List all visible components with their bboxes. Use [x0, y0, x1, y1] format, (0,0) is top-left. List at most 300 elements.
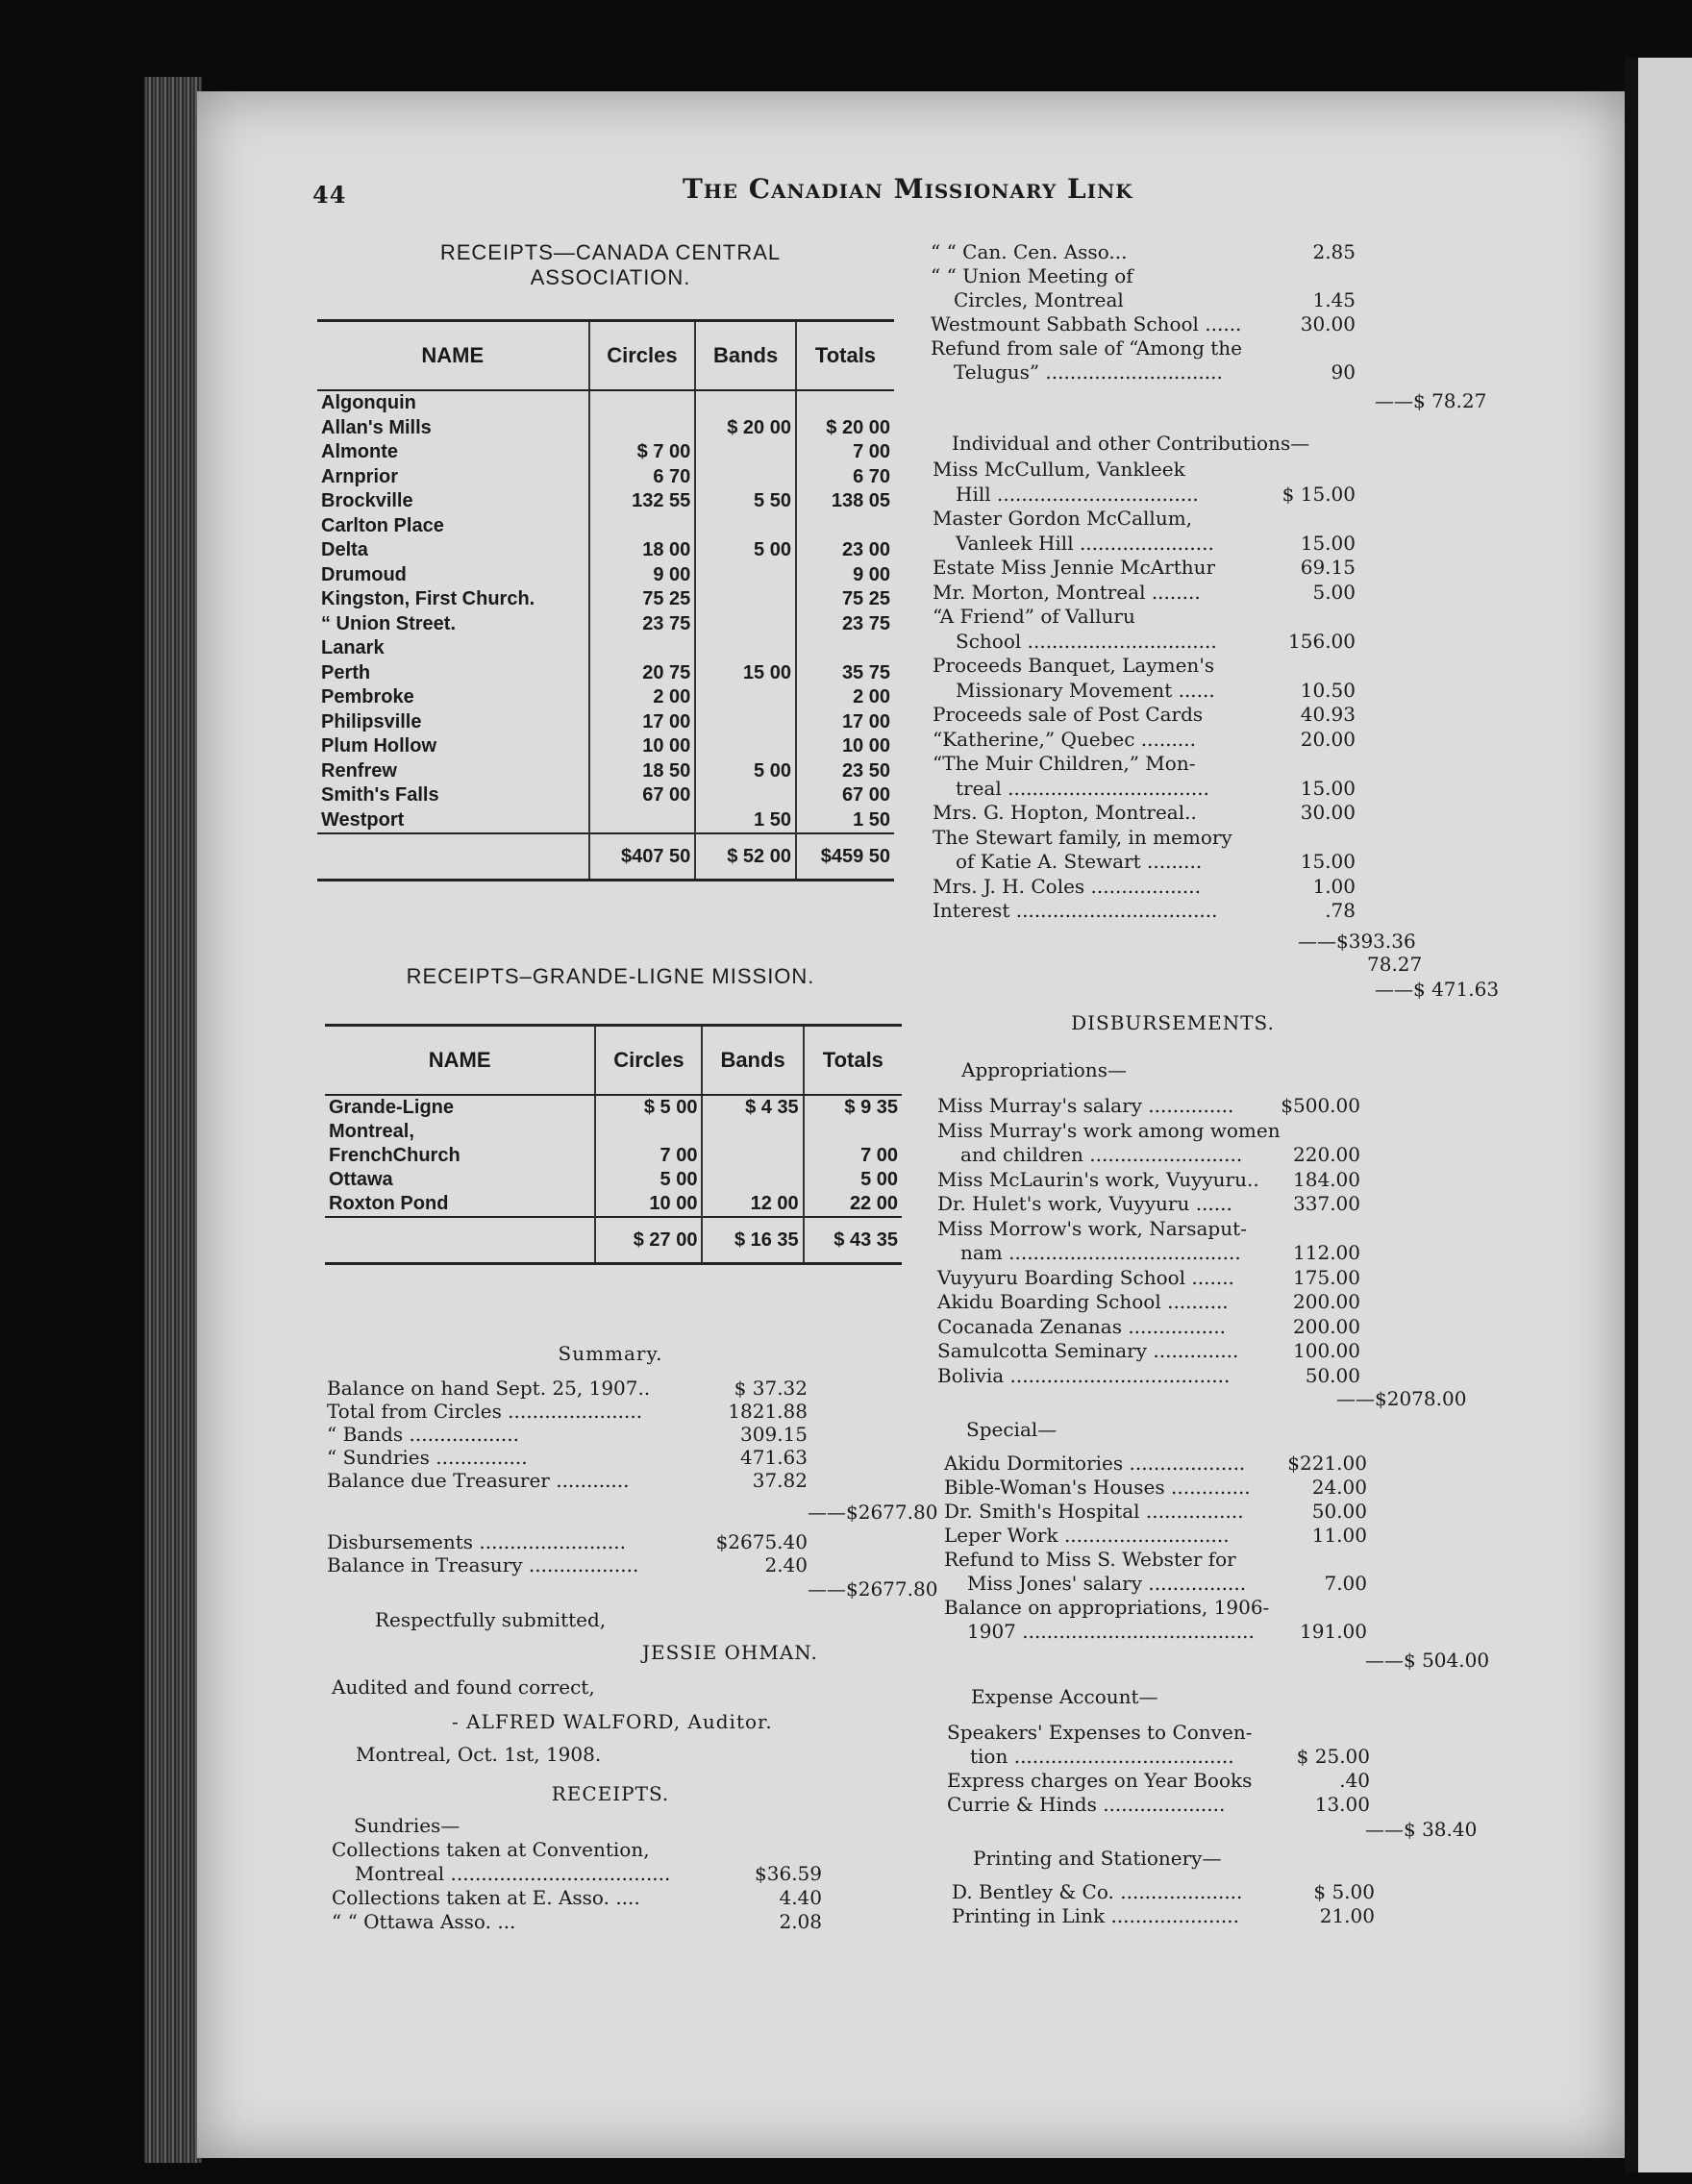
item-label: Bible-Woman's Houses .............	[944, 1476, 1251, 1499]
row-circles: 10 00	[595, 1192, 702, 1217]
row-totals: 67 00	[796, 783, 894, 808]
list-item	[332, 1910, 822, 1934]
row-bands	[702, 1168, 803, 1192]
item-label: Miss Murray's salary ..............	[937, 1094, 1234, 1117]
list-item	[937, 1290, 1360, 1315]
appropriations-total: ——$2078.00	[1336, 1387, 1467, 1410]
row-bands: 12 00	[702, 1192, 803, 1217]
row-name: Renfrew	[321, 759, 397, 782]
item-label: Miss Morrow's work, Narsaput-	[937, 1216, 1247, 1240]
table-row	[317, 563, 894, 588]
summary-date: Montreal, Oct. 1st, 1908.	[356, 1743, 602, 1766]
list-item	[937, 1168, 1360, 1193]
printing-heading: Printing and Stationery—	[973, 1847, 1222, 1870]
item-label: nam ......................................	[960, 1241, 1241, 1264]
row-name: Grande-Ligne	[329, 1097, 455, 1118]
table-row	[317, 465, 894, 490]
row-totals: 1 50	[796, 808, 894, 834]
total-label	[317, 833, 589, 881]
list-item	[332, 1862, 822, 1886]
page-number: 44	[312, 181, 347, 209]
book-gutter	[1625, 58, 1638, 2172]
item-amount: 30.00	[1300, 801, 1356, 824]
table-row	[317, 416, 894, 441]
total-totals: $ 43 35	[804, 1217, 902, 1264]
item-label: Bolivia ....................................	[937, 1363, 1231, 1387]
individual-total-1: ——$393.36	[1298, 930, 1416, 953]
item-label: Estate Miss Jennie McArthur	[933, 556, 1216, 579]
list-item	[931, 288, 1356, 312]
special-list	[944, 1452, 1367, 1644]
item-amount: 50.00	[1311, 1500, 1367, 1523]
table-row	[317, 710, 894, 735]
list-item	[327, 1446, 808, 1469]
total-label	[325, 1217, 595, 1264]
list-item	[332, 1838, 822, 1862]
table-row	[317, 759, 894, 784]
row-totals: 35 75	[796, 661, 894, 686]
list-item	[933, 752, 1356, 777]
row-name: Plum Hollow	[321, 735, 436, 757]
item-amount: 1.45	[1312, 288, 1356, 311]
special-heading: Special—	[966, 1418, 1058, 1441]
expense-total: ——$ 38.40	[1365, 1818, 1478, 1841]
list-item	[937, 1192, 1360, 1217]
list-item	[933, 654, 1356, 679]
item-label: Telugus” .............................	[954, 360, 1223, 384]
summary-lines-2	[327, 1530, 808, 1576]
row-name: FrenchChurch	[329, 1145, 460, 1166]
item-label: Master Gordon McCallum,	[933, 507, 1193, 530]
row-circles	[589, 808, 696, 834]
list-item	[933, 703, 1356, 728]
row-bands	[695, 783, 796, 808]
item-label: Balance on appropriations, 1906-	[944, 1596, 1270, 1619]
list-item	[327, 1469, 808, 1492]
sundries-heading: Sundries—	[354, 1814, 460, 1837]
item-amount: 156.00	[1288, 629, 1356, 653]
row-totals	[796, 390, 894, 416]
table-row	[317, 440, 894, 465]
item-amount: 15.00	[1300, 776, 1356, 800]
item-amount: $ 15.00	[1281, 482, 1356, 506]
row-circles: 18 50	[589, 759, 696, 784]
item-amount: 15.00	[1300, 531, 1356, 555]
list-item	[933, 801, 1356, 826]
list-item	[944, 1500, 1367, 1524]
item-label: D. Bentley & Co. ....................	[952, 1880, 1243, 1903]
treasurer-signature: JESSIE OHMAN.	[642, 1641, 818, 1664]
row-name: Lanark	[321, 637, 385, 659]
list-item	[933, 532, 1356, 557]
row-circles: $ 7 00	[589, 440, 696, 465]
list-item	[937, 1217, 1360, 1242]
list-item	[933, 605, 1356, 630]
table-row	[317, 783, 894, 808]
table-row	[317, 514, 894, 539]
canada-central-title	[317, 240, 904, 290]
individual-grand-total: ——$ 471.63	[1375, 978, 1500, 1001]
row-totals: 2 00	[796, 685, 894, 710]
list-item	[931, 264, 1356, 288]
list-item	[937, 1315, 1360, 1340]
item-amount: 1.00	[1312, 874, 1356, 898]
row-bands	[695, 636, 796, 661]
list-item	[931, 240, 1356, 264]
row-name: Smith's Falls	[321, 784, 439, 807]
table-row	[325, 1120, 902, 1144]
canada-central-title-line2: ASSOCIATION.	[530, 265, 691, 289]
appropriations-heading: Appropriations—	[961, 1058, 1127, 1081]
table-row	[317, 734, 894, 759]
row-bands	[702, 1144, 803, 1168]
item-amount: 309.15	[740, 1423, 808, 1446]
summary-subtotal-1: ——$2677.80	[808, 1501, 938, 1524]
canada-central-table	[317, 319, 894, 881]
contributions-continued-total: ——$ 78.27	[1375, 389, 1487, 412]
item-label: Disbursements ........................	[327, 1530, 626, 1553]
item-label: Dr. Hulet's work, Vuyyuru ......	[937, 1192, 1232, 1215]
item-label: Missionary Movement ......	[956, 678, 1215, 702]
row-name: Kingston, First Church.	[321, 588, 535, 610]
item-label: Interest .................................	[933, 899, 1218, 922]
item-label: Currie & Hinds ....................	[947, 1793, 1226, 1816]
item-amount: 15.00	[1300, 850, 1356, 873]
list-item	[937, 1119, 1360, 1144]
row-name: “ Union Street.	[321, 612, 457, 634]
list-item	[933, 630, 1356, 655]
list-item	[937, 1094, 1360, 1119]
item-amount: 20.00	[1300, 727, 1356, 751]
audited-line: Audited and found correct,	[332, 1675, 595, 1699]
row-name: Ottawa	[329, 1169, 393, 1190]
item-label: of Katie A. Stewart .........	[956, 850, 1203, 873]
item-amount: 200.00	[1293, 1290, 1360, 1313]
item-label: Akidu Boarding School ..........	[937, 1290, 1229, 1313]
list-item	[327, 1377, 808, 1400]
item-label: Hill .................................	[956, 482, 1199, 506]
list-item	[933, 826, 1356, 851]
total-bands: $ 16 35	[702, 1217, 803, 1264]
item-label: Vuyyuru Boarding School .......	[937, 1265, 1234, 1289]
item-amount: $ 5.00	[1313, 1880, 1375, 1903]
row-bands	[695, 514, 796, 539]
table-row	[317, 489, 894, 514]
row-circles: 132 55	[589, 489, 696, 514]
row-name: Carlton Place	[321, 514, 444, 536]
total-circles: $ 27 00	[595, 1217, 702, 1264]
table-row	[317, 390, 894, 416]
row-bands	[695, 390, 796, 416]
item-amount: 175.00	[1293, 1265, 1360, 1289]
item-amount: 13.00	[1314, 1793, 1370, 1816]
row-bands: 1 50	[695, 808, 796, 834]
total-bands: $ 52 00	[695, 833, 796, 881]
list-item	[944, 1596, 1367, 1620]
row-bands	[695, 710, 796, 735]
item-amount: 11.00	[1311, 1524, 1367, 1547]
item-label: tion ....................................	[970, 1745, 1234, 1768]
row-circles: 7 00	[595, 1144, 702, 1168]
item-amount: 5.00	[1312, 580, 1356, 604]
item-label: Refund from sale of “Among the	[931, 336, 1243, 360]
row-totals: 23 00	[796, 538, 894, 563]
row-circles: 75 25	[589, 587, 696, 612]
canada-central-title-line1: RECEIPTS—CANADA CENTRAL	[439, 240, 782, 264]
item-label: Miss Jones' salary ................	[967, 1572, 1247, 1595]
item-label: Refund to Miss S. Webster for	[944, 1548, 1236, 1571]
summary-lines	[327, 1377, 808, 1492]
receipts-title: RECEIPTS.	[551, 1782, 670, 1805]
list-item	[933, 850, 1356, 875]
item-amount: 2.40	[764, 1553, 808, 1576]
total-row	[317, 833, 894, 881]
row-totals: 7 00	[796, 440, 894, 465]
item-label: “The Muir Children,” Mon-	[933, 752, 1196, 775]
list-item	[933, 556, 1356, 581]
item-amount: 337.00	[1293, 1192, 1360, 1215]
list-item	[332, 1886, 822, 1910]
row-bands	[702, 1120, 803, 1144]
item-label: Samulcotta Seminary ..............	[937, 1339, 1239, 1362]
row-circles: 17 00	[589, 710, 696, 735]
item-amount: 2.85	[1312, 240, 1356, 263]
item-label: Leper Work ...........................	[944, 1524, 1230, 1547]
row-bands: 5 50	[695, 489, 796, 514]
item-label: School ...............................	[956, 629, 1217, 653]
list-item	[933, 483, 1356, 508]
next-page-edge	[1638, 58, 1692, 2172]
list-item	[944, 1452, 1367, 1476]
item-label: “ Sundries ...............	[327, 1446, 528, 1469]
row-name: Philipsville	[321, 710, 422, 732]
col-totals: Totals	[804, 1026, 902, 1096]
row-name: Algonquin	[321, 392, 416, 414]
row-circles: 2 00	[589, 685, 696, 710]
list-item	[937, 1241, 1360, 1266]
list-item	[947, 1721, 1370, 1745]
list-item	[327, 1400, 808, 1423]
item-label: Proceeds sale of Post Cards	[933, 703, 1204, 726]
item-label: Balance in Treasury ..................	[327, 1553, 639, 1576]
row-totals: 7 00	[804, 1144, 902, 1168]
row-name: Arnprior	[321, 465, 398, 487]
item-label: Mr. Morton, Montreal ........	[933, 580, 1201, 604]
item-amount: 100.00	[1293, 1339, 1360, 1362]
row-totals: 10 00	[796, 734, 894, 759]
col-bands: Bands	[695, 321, 796, 391]
item-amount: 1821.88	[728, 1400, 808, 1423]
item-label: Vanleek Hill ......................	[956, 531, 1214, 555]
col-bands: Bands	[702, 1026, 803, 1096]
item-amount: .40	[1339, 1769, 1370, 1792]
row-name: Perth	[321, 661, 371, 683]
list-item	[931, 360, 1356, 385]
item-label: Mrs. J. H. Coles ..................	[933, 874, 1201, 898]
item-label: Mrs. G. Hopton, Montreal..	[933, 801, 1197, 824]
row-totals: 23 75	[796, 612, 894, 637]
item-amount: $36.59	[755, 1862, 822, 1885]
item-amount: 37.82	[752, 1469, 808, 1492]
item-label: Proceeds Banquet, Laymen's	[933, 654, 1215, 677]
disbursements-title: DISBURSEMENTS.	[1071, 1011, 1275, 1034]
row-bands: 5 00	[695, 538, 796, 563]
item-label: treal .................................	[956, 776, 1209, 800]
list-item	[952, 1880, 1375, 1904]
item-label: Total from Circles ......................	[327, 1400, 643, 1423]
table-row	[317, 685, 894, 710]
individual-total-2: 78.27	[1367, 953, 1423, 976]
item-amount: .78	[1325, 899, 1356, 922]
table-row	[317, 538, 894, 563]
item-amount: $2675.40	[715, 1530, 808, 1553]
row-circles: 67 00	[589, 783, 696, 808]
item-amount: 90	[1331, 360, 1356, 384]
table-row	[317, 587, 894, 612]
page-leaf-edges	[144, 77, 202, 2163]
item-label: Speakers' Expenses to Conven-	[947, 1721, 1253, 1744]
row-totals: 138 05	[796, 489, 894, 514]
list-item	[944, 1620, 1367, 1644]
row-circles	[589, 636, 696, 661]
item-label: Balance on hand Sept. 25, 1907..	[327, 1377, 651, 1400]
row-circles: 5 00	[595, 1168, 702, 1192]
row-circles: 18 00	[589, 538, 696, 563]
row-name: Drumoud	[321, 563, 407, 585]
row-bands	[695, 440, 796, 465]
item-label: “ “ Ottawa Asso. ...	[332, 1910, 516, 1933]
item-amount: 184.00	[1293, 1167, 1360, 1191]
item-label: Balance due Treasurer ............	[327, 1469, 630, 1492]
item-label: and children .........................	[960, 1143, 1243, 1166]
list-item	[944, 1524, 1367, 1548]
individual-contributions	[933, 458, 1356, 924]
row-totals	[796, 514, 894, 539]
list-item	[933, 777, 1356, 802]
item-amount: 30.00	[1300, 312, 1356, 335]
list-item	[952, 1904, 1375, 1928]
item-label: Miss McLaurin's work, Vuyyuru..	[937, 1167, 1259, 1191]
item-label: Cocanada Zenanas ................	[937, 1314, 1227, 1338]
row-circles: 9 00	[589, 563, 696, 588]
row-bands: 5 00	[695, 759, 796, 784]
col-totals: Totals	[796, 321, 894, 391]
item-amount: $ 37.32	[734, 1377, 808, 1400]
list-item	[327, 1553, 808, 1576]
list-item	[944, 1476, 1367, 1500]
item-amount: 7.00	[1324, 1572, 1367, 1595]
item-label: “A Friend” of Valluru	[933, 605, 1135, 628]
list-item	[937, 1364, 1360, 1389]
table-row	[317, 808, 894, 834]
row-circles	[589, 416, 696, 441]
item-label: Collections taken at E. Asso. ....	[332, 1886, 640, 1909]
item-amount: $500.00	[1281, 1094, 1360, 1117]
row-bands	[695, 685, 796, 710]
summary-title: Summary.	[558, 1342, 663, 1365]
list-item	[933, 899, 1356, 924]
item-amount: 2.08	[779, 1910, 822, 1933]
row-totals: 23 50	[796, 759, 894, 784]
row-bands	[695, 465, 796, 490]
running-title: The Canadian Missionary Link	[683, 173, 1133, 205]
row-name: Delta	[321, 539, 368, 561]
row-totals	[804, 1120, 902, 1144]
total-totals: $459 50	[796, 833, 894, 881]
row-bands	[695, 734, 796, 759]
row-circles	[589, 514, 696, 539]
row-circles: 23 75	[589, 612, 696, 637]
row-name: Almonte	[321, 441, 398, 463]
item-amount: 112.00	[1293, 1241, 1360, 1264]
row-name: Brockville	[321, 490, 413, 512]
row-bands	[695, 587, 796, 612]
list-item	[947, 1769, 1370, 1793]
contributions-continued	[931, 240, 1356, 385]
list-item	[947, 1793, 1370, 1817]
list-item	[933, 875, 1356, 900]
item-amount: $221.00	[1287, 1452, 1367, 1475]
item-amount: 21.00	[1319, 1904, 1375, 1927]
item-label: “ Bands ..................	[327, 1423, 519, 1446]
row-bands: $ 4 35	[702, 1095, 803, 1120]
appropriations-list	[937, 1094, 1360, 1388]
item-amount: 24.00	[1311, 1476, 1367, 1499]
row-bands	[695, 612, 796, 637]
summary-subtotal-2: ——$2677.80	[808, 1577, 938, 1601]
item-amount: 200.00	[1293, 1314, 1360, 1338]
row-bands: 15 00	[695, 661, 796, 686]
row-bands	[695, 563, 796, 588]
item-label: “Katherine,” Quebec .........	[933, 727, 1196, 751]
table-row	[317, 636, 894, 661]
row-bands: $ 20 00	[695, 416, 796, 441]
row-name: Allan's Mills	[321, 416, 432, 438]
item-amount: 4.40	[779, 1886, 822, 1909]
row-totals: 22 00	[804, 1192, 902, 1217]
list-item	[937, 1143, 1360, 1168]
individual-heading: Individual and other Contributions—	[952, 432, 1310, 455]
item-label: 1907 ......................................	[967, 1620, 1255, 1643]
submitted-line: Respectfully submitted,	[375, 1608, 607, 1631]
printing-list	[952, 1880, 1375, 1928]
item-label: Miss McCullum, Vankleek	[933, 458, 1185, 481]
item-amount: 471.63	[740, 1446, 808, 1469]
col-name: NAME	[317, 321, 589, 391]
list-item	[931, 336, 1356, 360]
row-circles: 20 75	[589, 661, 696, 686]
grande-ligne-title: RECEIPTS–GRANDE-LIGNE MISSION.	[406, 964, 815, 988]
row-circles: $ 5 00	[595, 1095, 702, 1120]
row-name: Montreal,	[329, 1121, 414, 1142]
list-item	[931, 312, 1356, 336]
list-item	[933, 679, 1356, 704]
item-label: The Stewart family, in memory	[933, 825, 1232, 849]
list-item	[933, 458, 1356, 483]
row-totals	[796, 636, 894, 661]
col-circles: Circles	[595, 1026, 702, 1096]
special-total: ——$ 504.00	[1365, 1649, 1490, 1672]
table-row	[325, 1192, 902, 1217]
list-item	[937, 1266, 1360, 1291]
list-item	[933, 581, 1356, 606]
row-totals: $ 20 00	[796, 416, 894, 441]
item-label: Collections taken at Convention,	[332, 1838, 650, 1861]
item-label: Express charges on Year Books	[947, 1769, 1253, 1792]
row-totals: 17 00	[796, 710, 894, 735]
item-label: Westmount Sabbath School ......	[931, 312, 1242, 335]
expense-list	[947, 1721, 1370, 1817]
